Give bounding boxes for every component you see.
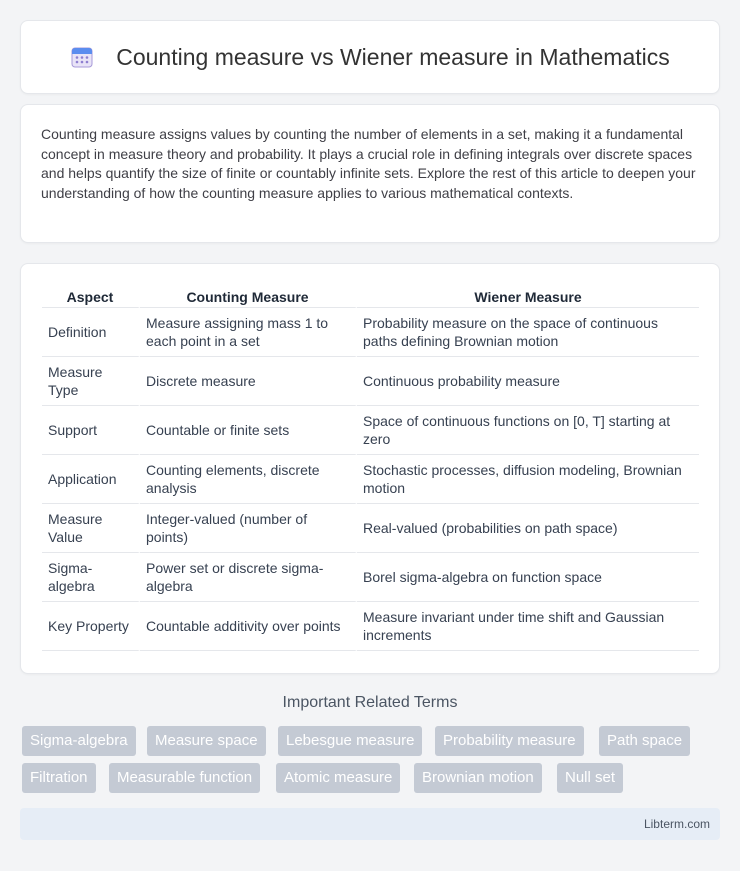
column-header-aspect: Aspect [42,284,140,308]
table-cell: Counting elements, discrete analysis [140,455,357,504]
table-cell: Real-valued (probabilities on path space) [357,504,699,553]
table-cell: Discrete measure [140,357,357,406]
term-tag[interactable]: Measure space [147,726,266,756]
table-row [42,602,699,651]
comparison-card [20,263,720,674]
page-title: Counting measure vs Wiener measure in Mathematics [116,43,670,70]
table-cell: Sigma-algebra [42,553,140,602]
term-tag[interactable]: Null set [557,763,623,793]
term-tag[interactable]: Lebesgue measure [278,726,422,756]
table-cell: Continuous probability measure [357,357,699,406]
table-cell: Support [42,406,140,455]
term-tag[interactable]: Sigma-algebra [22,726,136,756]
table-cell: Countable or finite sets [140,406,357,455]
table-cell: Definition [42,308,140,357]
table-header-row [42,284,699,308]
table-row [42,553,699,602]
intro-card [20,104,720,243]
table-cell: Power set or discrete sigma-algebra [140,553,357,602]
table-cell: Integer-valued (number of points) [140,504,357,553]
calendar-icon [70,45,94,69]
table-cell: Measure Value [42,504,140,553]
term-tag[interactable]: Measurable function [109,763,260,793]
column-header-wiener: Wiener Measure [357,284,699,308]
footer [20,808,720,840]
term-tag[interactable]: Probability measure [435,726,584,756]
footer-site-link[interactable]: Libterm.com [643,817,710,831]
intro-text: Counting measure assigns values by counting the number of elements in a set, making it a fundamental concept in measure theory and probability. It plays a crucial role in defining integrals over discrete spaces and helps quantify the size of finite or countably infinite sets. Explore the rest of this article to deepen your understanding of how the counting measure applies to various mathematical contexts. [41,126,696,201]
header-card [20,20,720,94]
table-row [42,308,699,357]
table-cell: Application [42,455,140,504]
table-cell: Measure assigning mass 1 to each point in a set [140,308,357,357]
table-cell: Measure invariant under time shift and Gaussian increments [357,602,699,651]
related-terms-title: Important Related Terms [282,694,458,711]
table-cell: Key Property [42,602,140,651]
table-cell: Countable additivity over points [140,602,357,651]
table-cell: Stochastic processes, diffusion modeling, Brownian motion [357,455,699,504]
term-tag[interactable]: Filtration [22,763,96,793]
term-tag[interactable]: Brownian motion [414,763,542,793]
table-cell: Probability measure on the space of continuous paths defining Brownian motion [357,308,699,357]
table-row [42,406,699,455]
table-row [42,504,699,553]
table-cell: Borel sigma-algebra on function space [357,553,699,602]
term-tag[interactable]: Path space [599,726,690,756]
table-cell: Measure Type [42,357,140,406]
column-header-counting: Counting Measure [140,284,357,308]
table-row [42,455,699,504]
table-cell: Space of continuous functions on [0, T] starting at zero [357,406,699,455]
table-row [42,357,699,406]
term-tag[interactable]: Atomic measure [276,763,400,793]
comparison-table [42,284,699,651]
